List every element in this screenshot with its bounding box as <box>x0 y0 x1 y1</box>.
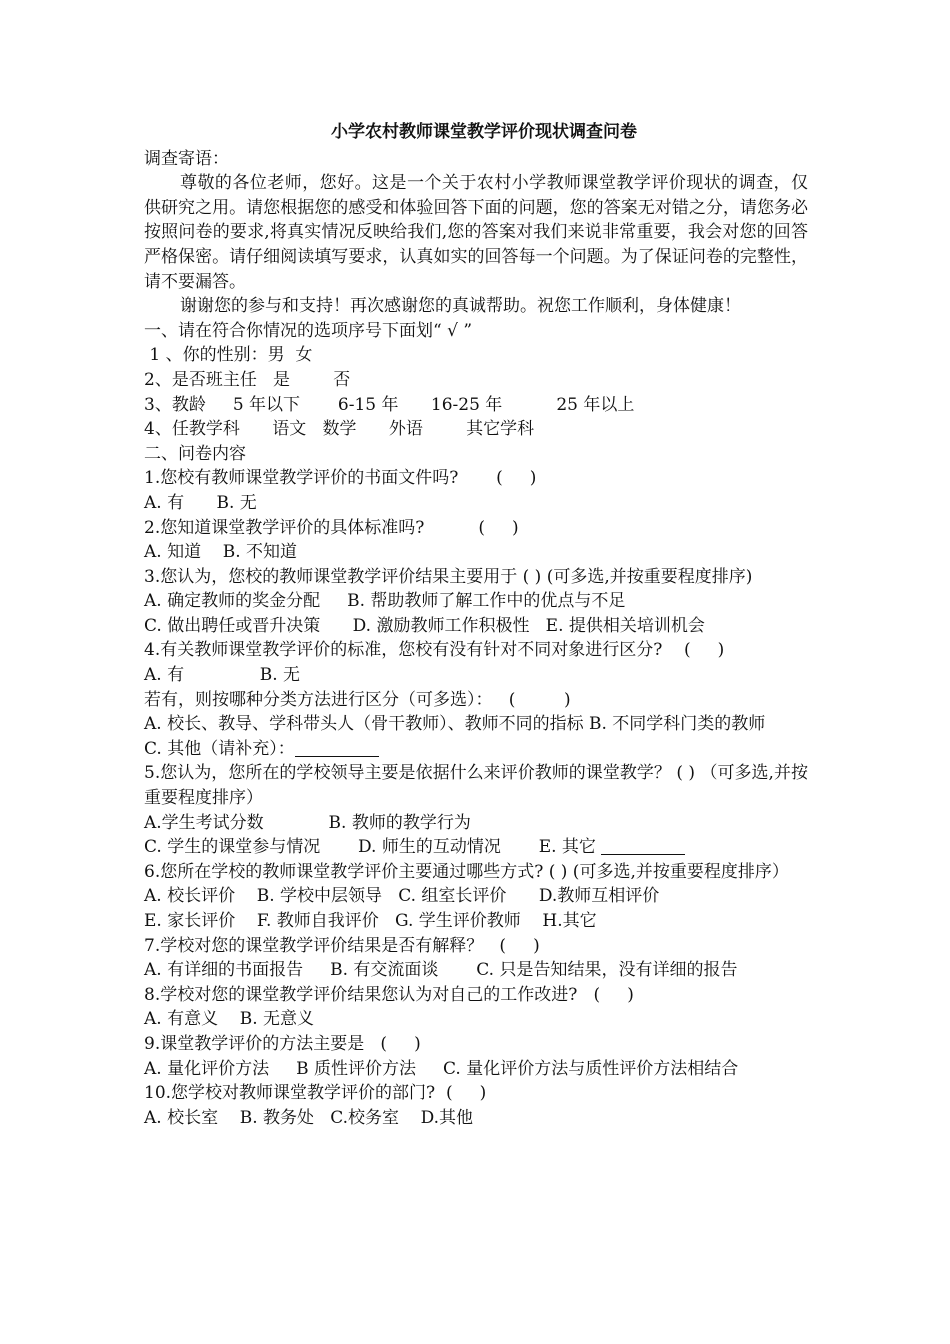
text-line <box>144 663 808 688</box>
text-line-content: 二、问卷内容 <box>144 443 246 464</box>
text-line-content: A. 有 B. 无 <box>144 492 257 513</box>
text-line <box>144 368 808 393</box>
text-line <box>144 909 808 934</box>
text-line-content: 若有，则按哪种分类方法进行区分（可多选）： ( ) <box>144 689 571 710</box>
text-line-content: 1 、你的性别：男 女 <box>144 345 313 366</box>
text-line <box>144 343 808 368</box>
text-line-content: 3、教龄 5 年以下 6-15 年 16-25 年 25 年以上 <box>144 394 635 415</box>
text-line-content: A. 校长室 B. 教务处 C.校务室 D.其他 <box>144 1107 474 1128</box>
text-line-content: 谢谢您的参与和支持！再次感谢您的真诚帮助。祝您工作顺利，身体健康！ <box>180 296 741 317</box>
text-line-content: A. 校长评价 B. 学校中层领导 C. 组室长评价 D.教师互相评价 <box>144 886 660 907</box>
text-line <box>144 688 808 713</box>
text-line-content: 3.您认为，您校的教师课堂教学评价结果主要用于 ( ) (可多选,并按重要程度排序) <box>144 566 753 587</box>
text-line <box>144 983 808 1008</box>
text-line <box>144 491 808 516</box>
text-line-content: A. 校长、教导、学科带头人（骨干教师）、教师不同的指标 B. 不同学科门类的教师 <box>144 714 766 735</box>
text-line <box>144 393 808 418</box>
text-line <box>144 442 808 467</box>
text-line <box>144 319 808 344</box>
text-line-content: 1.您校有教师课堂教学评价的书面文件吗? ( ) <box>144 468 537 489</box>
text-line <box>144 1081 808 1106</box>
text-line-content: A.学生考试分数 B. 教师的教学行为 <box>144 812 471 833</box>
text-line-content: 4、任教学科 语文 数学 外语 其它学科 <box>144 419 535 440</box>
text-line <box>144 1057 808 1082</box>
text-line-content: C. 学生的课堂参与情况 D. 师生的互动情况 E. 其它 <box>144 837 602 858</box>
text-line-content: 6.您所在学校的教师课堂教学评价主要通过哪些方式? ( ) (可多选,并按重要程度排序） <box>144 861 789 882</box>
text-line <box>144 565 808 590</box>
text-line <box>144 638 808 663</box>
text-line-content: 7.学校对您的课堂教学评价结果是否有解释？ ( ) <box>144 935 540 956</box>
text-line <box>144 761 808 810</box>
fill-in-blank <box>601 838 685 855</box>
text-line-content: A. 有 B. 无 <box>144 665 301 686</box>
text-line-content: 2.您知道课堂教学评价的具体标准吗? ( ) <box>144 517 519 538</box>
text-line-content: C. 做出聘任或晋升决策 D. 激励教师工作积极性 E. 提供相关培训机会 <box>144 615 705 636</box>
text-line-content: A. 有意义 B. 无意义 <box>144 1009 314 1030</box>
text-line <box>144 516 808 541</box>
text-line <box>144 147 808 172</box>
text-line <box>144 712 808 737</box>
text-line <box>144 737 808 762</box>
text-line-content: A. 知道 B. 不知道 <box>144 542 297 563</box>
text-line <box>144 1032 808 1057</box>
text-line-content: A. 有详细的书面报告 B. 有交流面谈 C. 只是告知结果，没有详细的报告 <box>144 960 738 981</box>
text-line-content: 9.课堂教学评价的方法主要是 ( ) <box>144 1033 421 1054</box>
text-line-content: A. 确定教师的奖金分配 B. 帮助教师了解工作中的优点与不足 <box>144 591 626 612</box>
text-line-content: 一、请在符合你情况的选项序号下面划“ √ ” <box>144 320 473 341</box>
text-line <box>144 171 808 294</box>
text-line-content: 尊敬的各位老师，您好。这是一个关于农村小学教师课堂教学评价现状的调查，仅供研究之用。请您根据您的感受和体验回答下面的问题，您的答案无对错之分，请您务必按照问卷的要求,将真实情况反映给我们,您的答案对我们来说非常重要，我会对您的回答严格保密。请仔细阅读填写要求，认真如实的回答每一个问题。为了保证问卷的完整性，请不要漏答。 <box>144 173 808 292</box>
text-line <box>144 835 808 860</box>
text-line <box>144 958 808 983</box>
text-line <box>144 466 808 491</box>
text-line <box>144 417 808 442</box>
document-page <box>144 120 808 1130</box>
document-title: 小学农村教师课堂教学评价现状调查问卷 <box>331 122 637 142</box>
text-line <box>144 294 808 319</box>
text-line <box>144 589 808 614</box>
text-line-content: 8.学校对您的课堂教学评价结果您认为对自己的工作改进? ( ) <box>144 984 634 1005</box>
text-line-content: 4.有关教师课堂教学评价的标准，您校有没有针对不同对象进行区分? ( ) <box>144 640 725 661</box>
text-line <box>144 934 808 959</box>
text-line-content: C. 其他（请补充）： <box>144 738 295 759</box>
text-line <box>144 1007 808 1032</box>
text-line-content: 5.您认为，您所在的学校领导主要是依据什么来评价教师的课堂教学？ ( ) （可多选,并按重要程度排序） <box>144 763 808 809</box>
text-line-content: 调查寄语： <box>144 148 229 169</box>
text-line <box>144 614 808 639</box>
document-body <box>144 147 808 1131</box>
text-line-content: 10.您学校对教师课堂教学评价的部门? ( ) <box>144 1083 487 1104</box>
text-line <box>144 540 808 565</box>
text-line-content: 2、是否班主任 是 否 <box>144 369 351 390</box>
text-line <box>144 1106 808 1131</box>
fill-in-blank <box>295 740 379 757</box>
text-line <box>144 860 808 885</box>
text-line-content: E. 家长评价 F. 教师自我评价 G. 学生评价教师 H.其它 <box>144 911 597 931</box>
text-line <box>144 884 808 909</box>
text-line <box>144 811 808 836</box>
text-line-content: A. 量化评价方法 B 质性评价方法 C. 量化评价方法与质性评价方法相结合 <box>144 1058 739 1079</box>
